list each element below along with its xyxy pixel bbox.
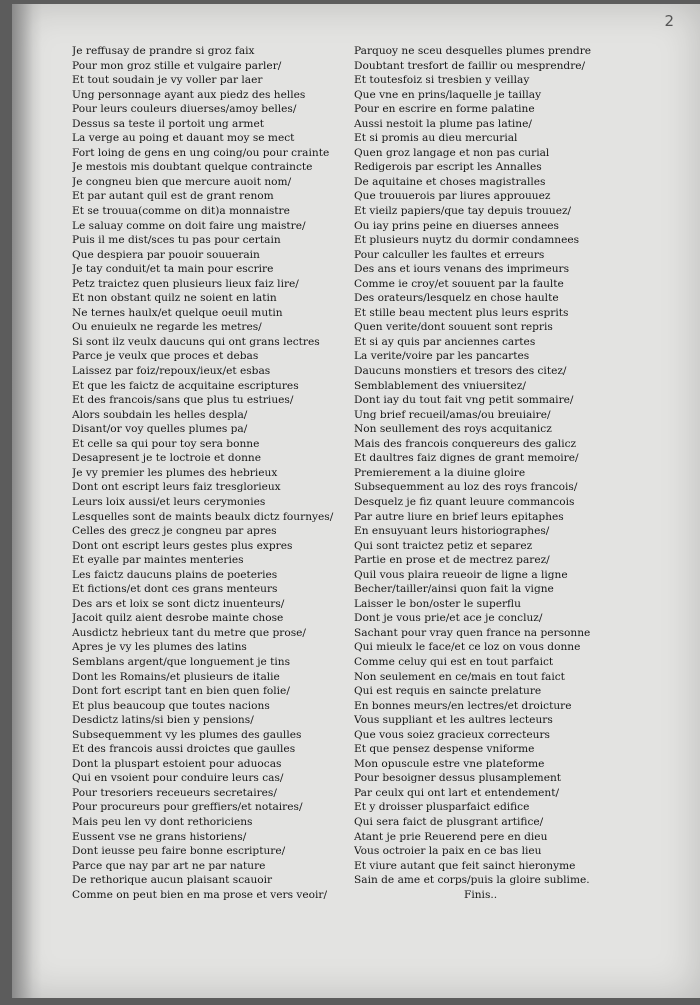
verse-line: Dont les Romains/et plusieurs de italie xyxy=(72,670,280,683)
verse-line: Des ans et iours venans des imprimeurs xyxy=(354,263,570,276)
verse-line: Si sont ilz veulx daucuns qui ont grans lectres xyxy=(72,335,320,348)
verse-line: Desapresent je te loctroie et donne xyxy=(72,452,261,465)
verse-line: La verite/voire par les pancartes xyxy=(354,350,530,363)
verse-line: Vous octroier la paix en ce bas lieu xyxy=(354,845,542,858)
verse-line: Dont iay du tout fait vng petit sommaire/ xyxy=(354,394,574,407)
verse-line: Comme celuy qui est en tout parfaict xyxy=(354,655,554,668)
manuscript-page xyxy=(12,4,700,998)
verse-line: Ung personnage ayant aux piedz des helles xyxy=(72,88,306,101)
verse-line: En bonnes meurs/en lectres/et droicture xyxy=(354,699,572,712)
verse-line: Le saluay comme on doit faire ung maistre/ xyxy=(72,219,306,232)
verse-line: Et viure autant que feit sainct hieronyme xyxy=(354,859,576,872)
verse-line: Desdictz latins/si bien y pensions/ xyxy=(72,714,254,727)
verse-line: Et toutesfoiz si tresbien y veillay xyxy=(354,74,530,87)
verse-line: Ausdictz hebrieux tant du metre que prose/ xyxy=(72,626,306,639)
verse-line: Subsequemment vy les plumes des gaulles xyxy=(72,728,302,741)
verse-line: Et des francois/sans que plus tu estriues/ xyxy=(72,394,294,407)
verse-line: Et fictions/et dont ces grans menteurs xyxy=(72,583,278,596)
verse-line: Leurs loix aussi/et leurs cerymonies xyxy=(72,495,266,508)
verse-line: Des ars et loix se sont dictz inuenteurs/ xyxy=(72,597,285,610)
verse-line: Qui en vsoient pour conduire leurs cas/ xyxy=(72,772,284,785)
left-verse-column xyxy=(72,44,362,902)
folio-number: 2 xyxy=(664,12,674,30)
verse-line: Partie en prose et de mectrez parez/ xyxy=(354,554,550,567)
verse-line: Vous suppliant et les aultres lecteurs xyxy=(354,714,553,727)
verse-line: Dont ont escript leurs gestes plus expres xyxy=(72,539,293,552)
verse-line: Et que pensez despense vniforme xyxy=(354,743,535,756)
verse-line: Mon opuscule estre vne plateforme xyxy=(354,757,545,770)
verse-line: Et tout soudain je vy voller par laer xyxy=(72,74,263,87)
verse-line: Et eyalle par maintes menteries xyxy=(72,554,244,567)
verse-line: Aussi nestoit la plume pas latine/ xyxy=(354,117,532,130)
verse-line: Quen groz langage et non pas curial xyxy=(354,146,550,159)
verse-line: Par ceulx qui ont lart et entendement/ xyxy=(354,786,560,799)
verse-line: La verge au poing et dauant moy se mect xyxy=(72,132,295,145)
verse-line: Qui est requis en saincte prelature xyxy=(354,685,542,698)
verse-line: Et y droisser plusparfaict edifice xyxy=(354,801,530,814)
verse-line: En ensuyuant leurs historiographes/ xyxy=(354,525,550,538)
verse-line: Non seullement des roys acquitanicz xyxy=(354,423,552,436)
verse-line: Quil vous plaira reueoir de ligne a ligne xyxy=(354,568,568,581)
verse-line: Et stille beau mectent plus leurs esprits xyxy=(354,306,569,319)
verse-line: Ou iay prins peine en diuerses annees xyxy=(354,219,559,232)
verse-line: Que trouuerois par liures approuuez xyxy=(354,190,551,203)
verse-line: Daucuns monstiers et tresors des citez/ xyxy=(354,365,567,378)
verse-line: Subsequemment au loz des roys francois/ xyxy=(354,481,578,494)
verse-line: Dont je vous prie/et ace je concluz/ xyxy=(354,612,543,625)
verse-line: Pour besoigner dessus plusamplement xyxy=(354,772,562,785)
verse-line: Parce que nay par art ne par nature xyxy=(72,859,266,872)
verse-line: Laisser le bon/oster le superflu xyxy=(354,597,521,610)
verse-line: Doubtant tresfort de faillir ou mesprendre/ xyxy=(354,59,586,72)
verse-line: Et non obstant quilz ne soient en latin xyxy=(72,292,277,305)
verse-line: Qui mieulx le face/et ce loz on vous donne xyxy=(354,641,581,654)
verse-line: Les faictz daucuns plains de poeteries xyxy=(72,568,278,581)
verse-line: Et que les faictz de acquitaine escriptures xyxy=(72,379,299,392)
verse-line: Et des francois aussi droictes que gaulles xyxy=(72,743,296,756)
verse-line: Que despiera par pouoir souuerain xyxy=(72,248,260,261)
verse-line: Et si promis au dieu mercurial xyxy=(354,132,518,145)
verse-line: Je reffusay de prandre si groz faix xyxy=(72,45,255,57)
verse-line: Par autre liure en brief leurs epitaphes xyxy=(354,510,564,523)
verse-line: De rethorique aucun plaisant scauoir xyxy=(72,874,273,887)
verse-line: Je tay conduit/et ta main pour escrire xyxy=(72,263,274,276)
verse-line: Parquoy ne sceu desquelles plumes prendre xyxy=(354,45,592,57)
verse-line: Premierement a la diuine gloire xyxy=(354,466,526,479)
verse-line: Et vieilz papiers/que tay depuis trouuez/ xyxy=(354,205,572,218)
verse-line: Et si ay quis par anciennes cartes xyxy=(354,335,536,348)
verse-line: Ou enuieulx ne regarde les metres/ xyxy=(72,321,262,334)
verse-line: Pour calculler les faultes et erreurs xyxy=(354,248,545,261)
verse-line: Sain de ame et corps/puis la gloire sublime. xyxy=(354,874,590,887)
verse-line: Finis.. xyxy=(464,888,498,901)
verse-line: Dont fort escript tant en bien quen folie/ xyxy=(72,685,290,698)
verse-line: Pour mon groz stille et vulgaire parler/ xyxy=(72,59,282,72)
verse-line: Pour tresoriers receueurs secretaires/ xyxy=(72,786,277,799)
verse-line: Parce je veulx que proces et debas xyxy=(72,350,259,363)
verse-line: Laissez par foiz/repoux/ieux/et esbas xyxy=(72,365,271,378)
verse-line: Comme on peut bien en ma prose et vers veoir/ xyxy=(72,888,328,901)
verse-line: Je mestois mis doubtant quelque contraincte xyxy=(72,161,313,174)
verse-line: Ung brief recueil/amas/ou breuiaire/ xyxy=(354,408,551,421)
verse-line: Comme ie croy/et souuent par la faulte xyxy=(354,277,564,290)
right-verse-column xyxy=(354,44,654,902)
verse-line: Mais peu len vy dont rethoriciens xyxy=(72,815,253,828)
verse-line: Que vne en prins/laquelle je taillay xyxy=(354,88,542,101)
verse-line: Qui sont traictez petiz et separez xyxy=(354,539,533,552)
verse-line: Dessus sa teste il portoit ung armet xyxy=(72,117,265,130)
verse-line: Qui sera faict de plusgrant artifice/ xyxy=(354,815,544,828)
verse-line: Apres je vy les plumes des latins xyxy=(72,641,247,654)
verse-line: Fort loing de gens en ung coing/ou pour crainte xyxy=(72,146,330,159)
verse-line: Petz traictez quen plusieurs lieux faiz lire/ xyxy=(72,277,299,290)
verse-line: Dont la pluspart estoient pour aduocas xyxy=(72,757,282,770)
verse-line: Becher/tailler/ainsi quon fait la vigne xyxy=(354,583,554,596)
verse-line: Desquelz je fiz quant leuure commancois xyxy=(354,495,575,508)
verse-line: Jacoit quilz aient desrobe mainte chose xyxy=(72,612,284,625)
verse-line: Et par autant quil est de grant renom xyxy=(72,190,274,203)
verse-line: Celles des grecz je congneu par apres xyxy=(72,525,277,538)
binding-shadow xyxy=(12,4,42,998)
verse-line: Non seulement en ce/mais en tout faict xyxy=(354,670,565,683)
verse-line: Mais des francois conquereurs des galicz xyxy=(354,437,577,450)
verse-line: Je vy premier les plumes des hebrieux xyxy=(72,466,278,479)
verse-line: Redigerois par escript les Annalles xyxy=(354,161,542,174)
verse-line: Pour leurs couleurs diuerses/amoy belles/ xyxy=(72,103,297,116)
verse-line: De aquitaine et choses magistralles xyxy=(354,175,546,188)
verse-line: Je congneu bien que mercure auoit nom/ xyxy=(72,175,292,188)
verse-line: Et plusieurs nuytz du dormir condamnees xyxy=(354,234,580,247)
verse-line: Dont ieusse peu faire bonne escripture/ xyxy=(72,845,286,858)
verse-line: Des orateurs/lesquelz en chose haulte xyxy=(354,292,559,305)
verse-line: Et celle sa qui pour toy sera bonne xyxy=(72,437,260,450)
verse-line: Et se trouua(comme on dit)a monnaistre xyxy=(72,205,290,218)
verse-line: Disant/or voy quelles plumes pa/ xyxy=(72,423,248,436)
verse-line: Et plus beaucoup que toutes nacions xyxy=(72,699,270,712)
verse-line: Puis il me dist/sces tu pas pour certain xyxy=(72,234,281,247)
verse-line: Lesquelles sont de maints beaulx dictz fournyes/ xyxy=(72,510,334,523)
verse-line: Dont ont escript leurs faiz tresglorieux xyxy=(72,481,281,494)
verse-line: Et daultres faiz dignes de grant memoire/ xyxy=(354,452,579,465)
verse-line: Eussent vse ne grans historiens/ xyxy=(72,830,247,843)
verse-line: Sachant pour vray quen france na personne xyxy=(354,626,591,639)
verse-line: Pour en escrire en forme palatine xyxy=(354,103,535,116)
verse-line: Pour procureurs pour greffiers/et notaires/ xyxy=(72,801,303,814)
verse-line: Quen verite/dont souuent sont repris xyxy=(354,321,553,334)
verse-line: Semblablement des vniuersitez/ xyxy=(354,379,526,392)
verse-line: Ne ternes haulx/et quelque oeuil mutin xyxy=(72,306,283,319)
verse-line: Alors soubdain les helles despla/ xyxy=(72,408,248,421)
verse-line: Semblans argent/que longuement je tins xyxy=(72,655,291,668)
verse-line: Que vous soiez gracieux correcteurs xyxy=(354,728,550,741)
verse-line: Atant je prie Reuerend pere en dieu xyxy=(354,830,548,843)
